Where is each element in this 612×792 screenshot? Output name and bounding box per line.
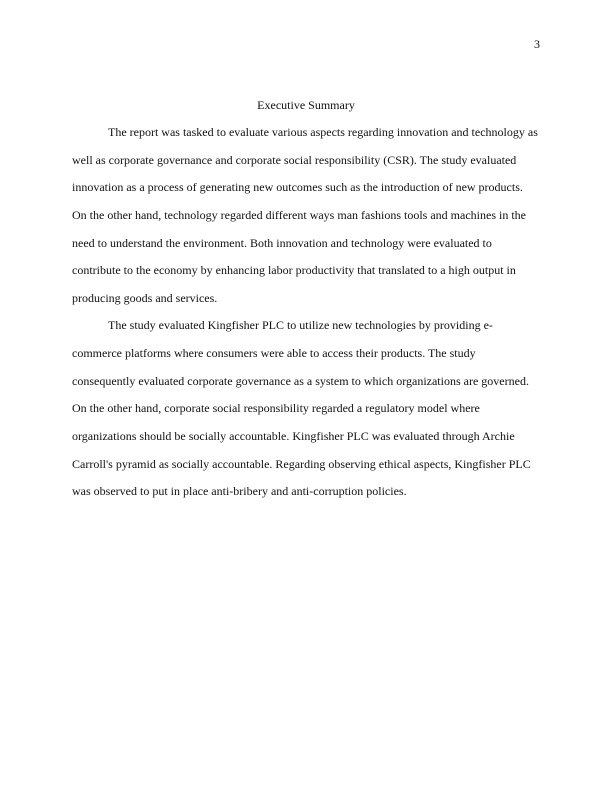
- text-line: well as corporate governance and corporate social responsibility (CSR). The study evaluated: [72, 152, 517, 167]
- text-line: innovation as a process of generating new outcomes such as the introduction of new products.: [72, 180, 523, 195]
- text-line: organizations should be socially accountable. Kingfisher PLC was evaluated through Archie: [72, 429, 515, 444]
- section-title: Executive Summary: [257, 98, 355, 112]
- text-line: On the other hand, technology regarded different ways man fashions tools and machines in the: [72, 207, 526, 222]
- text-line: The study evaluated Kingfisher PLC to utilize new technologies by providing e-: [108, 318, 493, 333]
- paragraph-2: [72, 312, 542, 505]
- text-line: was observed to put in place anti-bribery and anti-corruption policies.: [72, 484, 407, 499]
- text-line: commerce platforms where consumers were able to access their products. The study: [72, 346, 476, 361]
- paragraph-1: [72, 119, 542, 312]
- text-line: consequently evaluated corporate governance as a system to which organizations are governed.: [72, 373, 529, 388]
- text-line: contribute to the economy by enhancing labor productivity that translated to a high output in: [72, 263, 516, 278]
- text-line: The report was tasked to evaluate various aspects regarding innovation and technology as: [108, 125, 538, 139]
- text-line: producing goods and services.: [72, 290, 218, 305]
- document-body: [72, 119, 542, 506]
- text-line: On the other hand, corporate social responsibility regarded a regulatory model where: [72, 401, 480, 416]
- text-line: need to understand the environment. Both innovation and technology were evaluated to: [72, 235, 492, 250]
- page-number: 3: [534, 37, 540, 51]
- text-line: Carroll's pyramid as socially accountable. Regarding observing ethical aspects, Kingfisher PLC: [72, 456, 531, 471]
